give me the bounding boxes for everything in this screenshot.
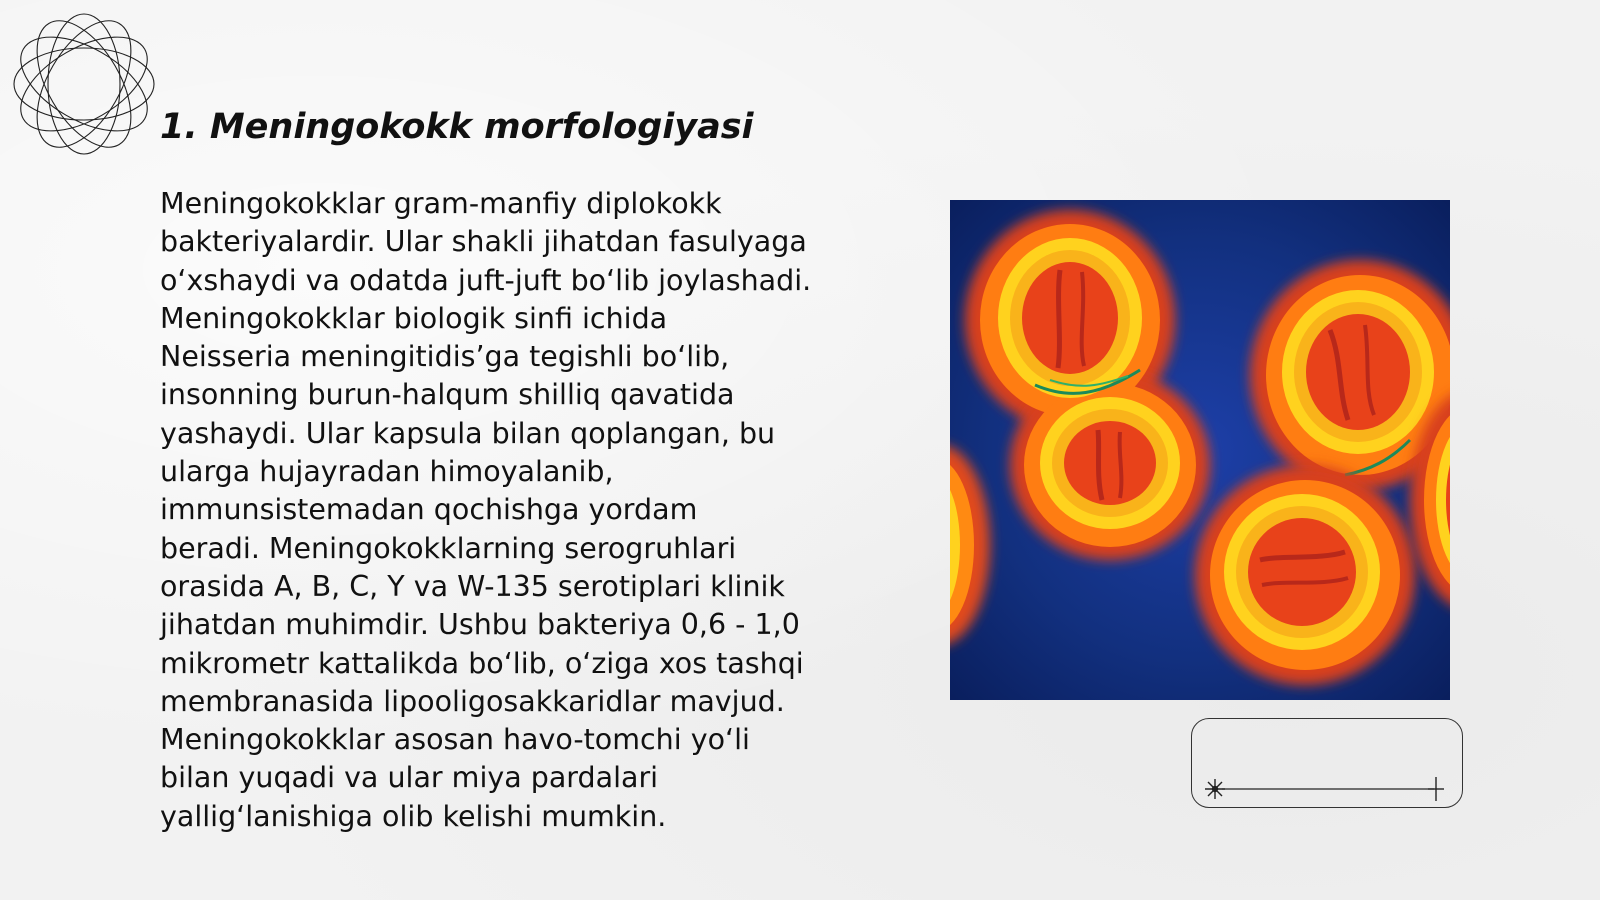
slide-title: 1. Meningokokk morfologiyasi	[160, 107, 754, 147]
body-line: bakteriyalardir. Ular shakli jihatdan fasulyaga	[160, 225, 807, 259]
body-line: beradi. Meningokokklarning serogruhlari	[160, 531, 737, 565]
body-line: o‘xshaydi va odatda juft-juft bo‘lib joylashadi.	[160, 263, 812, 297]
concentric-rings-icon	[10, 10, 158, 158]
body-line: yashaydi. Ular kapsula bilan qoplangan, bu	[160, 416, 776, 450]
body-line: insonning burun-halqum shilliq qavatida	[160, 378, 735, 412]
body-line: Meningokokklar gram-manfiy diplokokk	[160, 187, 722, 220]
body-line: membranasida lipooligosakkaridlar mavjud.	[160, 684, 785, 718]
body-line: mikrometr kattalikda bo‘lib, o‘ziga xos tashqi	[160, 646, 804, 680]
body-line: immunsistemadan qochishga yordam	[160, 493, 698, 527]
body-line: Meningokokklar asosan havo-tomchi yo‘li	[160, 723, 750, 757]
body-line: bilan yuqadi va ular miya pardalari	[160, 761, 659, 795]
body-line: orasida A, B, C, Y va W-135 serotiplari klinik	[160, 569, 785, 603]
body-line: ularga hujayradan himoyalanib,	[160, 455, 614, 489]
plus-star-icon	[1428, 777, 1444, 801]
timeline-decoration	[1191, 718, 1463, 808]
body-line: Meningokokklar biologik sinfi ichida	[160, 301, 668, 335]
body-line: Neisseria meningitidis’ga tegishli bo‘lib,	[160, 340, 730, 374]
body-line: jihatdan muhimdir. Ushbu bakteriya 0,6 - 1,0	[160, 608, 800, 642]
body-line: yallig‘lanishiga olib kelishi mumkin.	[160, 799, 667, 833]
single-coccus-bottom	[1195, 465, 1415, 685]
meningococcus-micrograph	[950, 200, 1450, 700]
body-paragraph	[160, 185, 840, 836]
